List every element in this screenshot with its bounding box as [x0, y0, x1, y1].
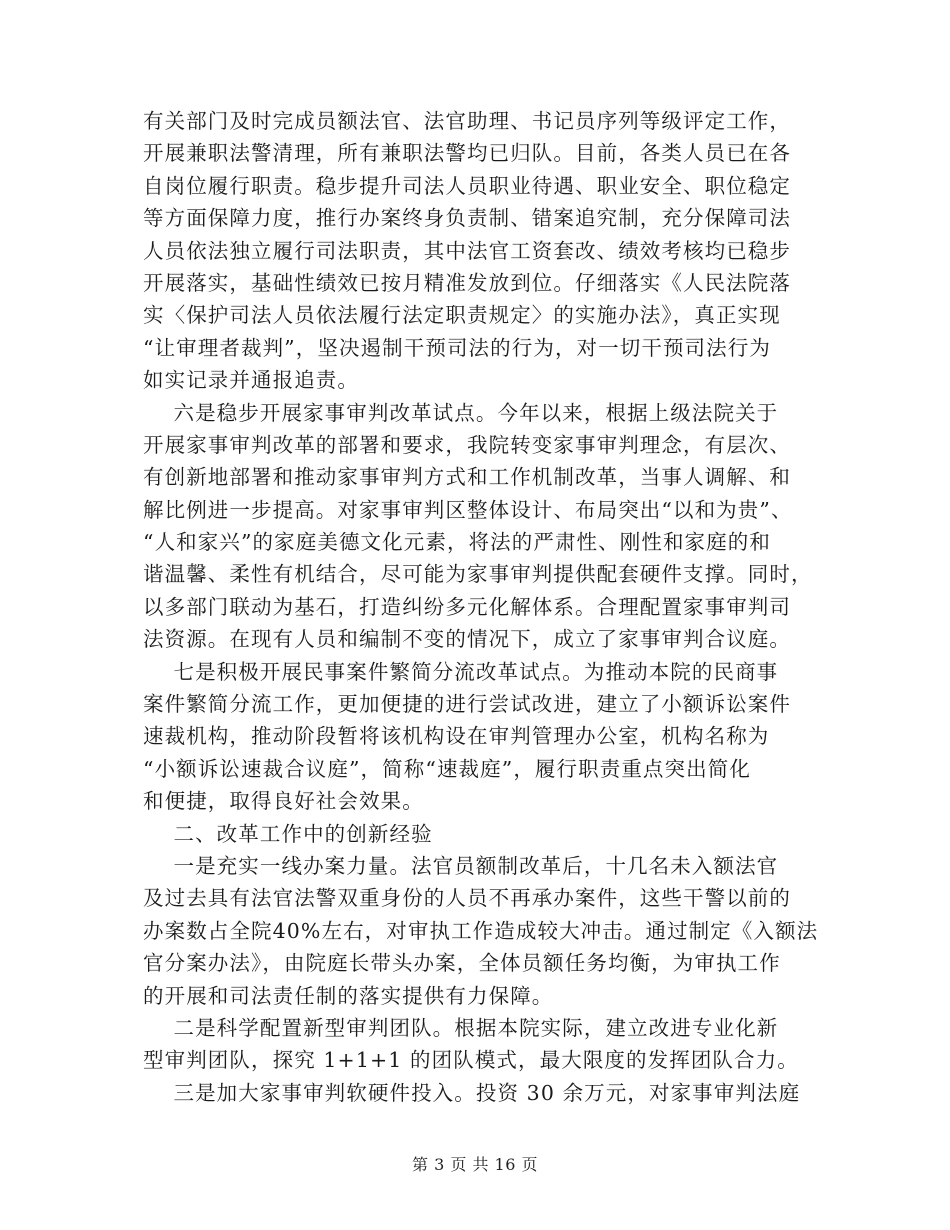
text-line: 开展落实，基础性绩效已按月精准发放到位。仔细落实《人民法院落 [143, 270, 791, 295]
text-line: 和便捷，取得良好社会效果。 [143, 789, 424, 814]
text-line: 解比例进一步提高。对家事审判区整体设计、布局突出“以和为贵”、 [143, 497, 793, 522]
text-line: 人员依法独立履行司法职责，其中法官工资套改、绩效考核均已稳步 [143, 238, 791, 263]
text-line: 如实记录并通报追责。 [143, 368, 359, 393]
text-line: “让审理者裁判”，坚决遏制干预司法的行为，对一切干预司法行为 [143, 335, 771, 360]
text-line: 有创新地部署和推动家事审判方式和工作机制改革，当事人调解、和 [143, 465, 791, 490]
text-line: 及过去具有法官法警双重身份的人员不再承办案件，这些干警以前的 [143, 886, 791, 911]
text-line: 的开展和司法责任制的落实提供有力保障。 [143, 983, 554, 1008]
text-line: 一是充实一线办案力量。法官员额制改革后，十几名未入额法官 [143, 853, 779, 878]
text-line: 开展家事审判改革的部署和要求，我院转变家事审判理念，有层次、 [143, 432, 791, 457]
text-line: 办案数占全院40%左右，对审执工作造成较大冲击。通过制定《入额法 [143, 918, 819, 943]
text-line: 速裁机构，推动阶段暂将该机构设在审判管理办公室，机构名称为 [143, 724, 770, 749]
text-line: 二是科学配置新型审判团队。根据本院实际，建立改进专业化新 [143, 1015, 779, 1040]
page-number-footer: 第 3 页 共 16 页 [412, 1155, 538, 1174]
text-line: 自岗位履行职责。稳步提升司法人员职业待遇、职业安全、职位稳定 [143, 173, 791, 198]
text-line: 有关部门及时完成员额法官、法官助理、书记员序列等级评定工作， [143, 109, 791, 133]
text-line: 法资源。在现有人员和编制不变的情况下，成立了家事审判合议庭。 [143, 627, 791, 652]
text-line: 型审判团队，探究 1+1+1 的团队模式，最大限度的发挥团队合力。 [143, 1048, 799, 1073]
text-line: 三是加大家事审判软硬件投入。投资 30 余万元，对家事审判法庭 [143, 1080, 801, 1105]
text-line: “人和家兴”的家庭美德文化元素，将法的严肃性、刚性和家庭的和 [143, 530, 771, 555]
text-line: 实〈保护司法人员依法履行法定职责规定〉的实施办法》，真正实现 [143, 303, 781, 328]
text-line: 官分案办法》，由院庭长带头办案，全体员额任务均衡，为审执工作 [143, 951, 781, 976]
text-line: 七是积极开展民事案件繁简分流改革试点。为推动本院的民商事 [143, 659, 779, 684]
document-body [143, 105, 819, 1109]
text-line: 以多部门联动为基石，打造纠纷多元化解体系。合理配置家事审判司 [143, 594, 791, 619]
text-line: 开展兼职法警清理，所有兼职法警均已归队。目前，各类人员已在各 [143, 141, 791, 166]
text-line: 谐温馨、柔性有机结合，尽可能为家事审判提供配套硬件支撑。同时， [143, 562, 813, 587]
text-line: 等方面保障力度，推行办案终身负责制、错案追究制，充分保障司法 [143, 206, 791, 231]
text-line: 二、改革工作中的创新经验 [143, 821, 433, 846]
text-line: 案件繁简分流工作，更加便捷的进行尝试改进，建立了小额诉讼案件 [143, 692, 791, 717]
text-line: “小额诉讼速裁合议庭”，简称“速裁庭”，履行职责重点突出简化 [143, 756, 751, 781]
text-line: 六是稳步开展家事审判改革试点。今年以来，根据上级法院关于 [143, 400, 779, 425]
